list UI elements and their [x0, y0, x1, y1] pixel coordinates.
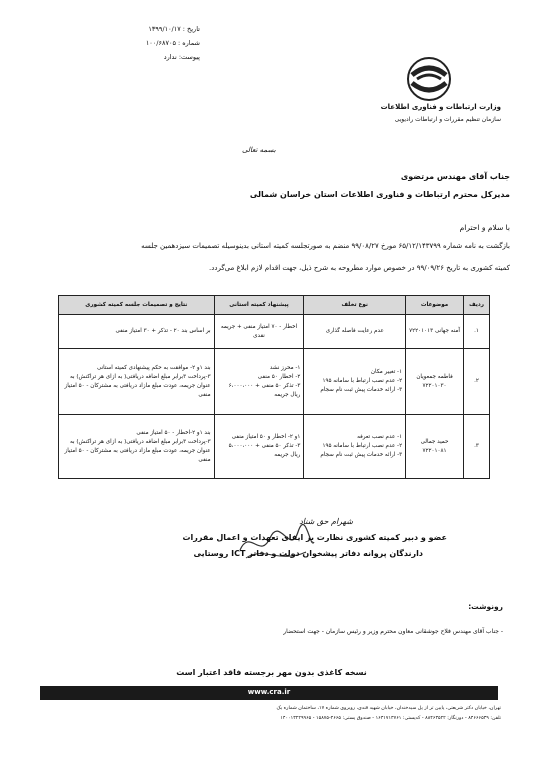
table-row: [59, 415, 490, 479]
table-row: [59, 349, 490, 415]
table-header: نوع تخلف: [304, 296, 406, 315]
table-header-row: [59, 296, 490, 315]
row-decision: بند ۱و ۲-اخطار - ۵۰ امتیاز منفی ۳-پرداخت ۳برابر مبلغ اضافه دریافتی( به ازای هر تراکنش) به عنوان جریمه، عودت مبلغ مازاد دریافتی به مشترکان - ۵۰ امتیاز منفی: [59, 415, 215, 479]
website-url: www.cra.ir: [247, 688, 291, 696]
row-index: ۳.: [464, 415, 490, 479]
row-violation: عدم رعایت فاصله گذاری: [304, 315, 406, 349]
row-proposal: ۱- محرز نشد ۲- اخطار ۵۰ منفی ۳- تذکر ۵۰ منفی + ۶،۰۰۰،۰۰۰ ریال جریمه: [214, 349, 304, 415]
ministry-logo-icon: [405, 55, 453, 103]
row-violation: ۱- عدم نصب تعرفه ۲- عدم نصب ارتباط با سامانه ۱۹۵ ۳- ارائه خدمات پیش ثبت نام سجام: [304, 415, 406, 479]
ministry-name: وزارت ارتباطات و فناوری اطلاعات: [380, 103, 501, 111]
row-proposal: ۱و ۲- اخطار و ۵۰ امتیاز منفی ۳- تذکر ۵۰ منفی + ۵،۰۰۰،۰۰۰ ریال جریمه: [214, 415, 304, 479]
row-subject: آمنه جهانی ۷۲۲۰۱۰۱۳: [406, 315, 464, 349]
website-bar: [40, 686, 498, 700]
body-paragraph-1: بازگشت به نامه شماره ۶۵/۱۲/۱۴۳۷۹۹ مورخ ۹۹/۰۸/۲۷ منضم به صورتجلسه کمیته استانی بدینوسیله تصمیمات سیزدهمین جلسه: [141, 242, 510, 250]
letter-attachment: پیوست: ندارد: [163, 53, 200, 61]
row-decision: بر اساس بند ۲۰ - تذکر + ۳۰ امتیاز منفی: [59, 315, 215, 349]
body-paragraph-2: کمیته کشوری به تاریخ ۹۹/۰۹/۲۶ در خصوص موارد مطروحه به شرح ذیل، جهت اقدام لازم ابلاغ می‌گردد.: [209, 264, 510, 272]
bismillah: بسمه تعالی: [242, 146, 276, 154]
signer-name: شهرام حق شناد: [299, 517, 353, 526]
validity-note: نسخه کاغذی بدون مهر برجسته فاقد اعتبار است: [176, 668, 367, 677]
letter-meta: [60, 22, 200, 64]
footer-contacts: تلفن: ۸۴۶۶۶۵۳۹ - دورنگار: ۸۸۴۶۳۵۲۲ - کدپستی: ۱۶۳۱۷۱۳۷۶۱ - صندوق پستی: ۴۶۶۵-۱۵۸۷۵ - ۱۴۰۰۱۳۲۲۹۹۶۵: [280, 716, 501, 721]
table-header: نتایج و تصمیمات جلسه کمیته کشوری: [59, 296, 215, 315]
row-proposal: اخطار - ۷۰ امتیاز منفی + جریمه نقدی: [214, 315, 304, 349]
footer-address: تهران، خیابان دکتر شریعتی، پایین تر از پل سیدخندان، خیابان شهید قندی، روبروی شماره ۱۷، ساختمان شماره یک: [276, 706, 501, 711]
row-subject: حمید جمالی ۷۲۲۰۱۰۸۱: [406, 415, 464, 479]
letter-number: شماره : ۱۰۰/۶۸۷۰۵: [145, 39, 200, 47]
greeting: با سلام و احترام: [459, 223, 510, 232]
cc-title: رونوشت:: [468, 602, 503, 611]
row-index: ۲.: [464, 349, 490, 415]
row-index: ۱.: [464, 315, 490, 349]
table-header: موضوعات: [406, 296, 464, 315]
organization-name: سازمان تنظیم مقررات و ارتباطات رادیویی: [394, 116, 501, 123]
cc-line: - جناب آقای مهندس فلاح جوشقانی معاون محترم وزیر و رئیس سازمان - جهت استحضار: [283, 628, 503, 635]
table-header: پیشنهاد کمیته استانی: [214, 296, 304, 315]
recipient-name: جناب آقای مهندس مرتضوی: [400, 172, 510, 181]
recipient-title: مدیرکل محترم ارتباطات و فناوری اطلاعات استان خراسان شمالی: [249, 190, 510, 199]
letter-date: تاریخ : ۱۳۹۹/۱۰/۱۷: [148, 25, 200, 33]
table-row: [59, 315, 490, 349]
row-subject: فاطمه جمعویان ۷۲۲۰۱۰۳۰: [406, 349, 464, 415]
signer-title-2: دارندگان پروانه دفاتر پیشخوان دولت و دفاتر ICT روستایی: [193, 549, 423, 558]
table-header: ردیف: [464, 296, 490, 315]
signature-scribble-icon: [236, 520, 316, 566]
decisions-table: [58, 295, 490, 479]
row-violation: ۱- تغییر مکان ۲- عدم نصب ارتباط با سامانه ۱۹۵ ۳- ارائه خدمات پیش ثبت نام سجام: [304, 349, 406, 415]
signer-title-1: عضو و دبیر کمیته کشوری نظارت بر ایفای تعهدات و اعمال مقررات: [182, 533, 447, 542]
row-decision: بند ۱و ۲- موافقت به حکم پیشنهادی کمیته استانی ۳-پرداخت ۳برابر مبلغ اضافه دریافتی( به ازای هر تراکنش) به عنوان جریمه، عودت مبلغ مازاد دریافتی به مشترکان - ۵۰ امتیاز منفی: [59, 349, 215, 415]
